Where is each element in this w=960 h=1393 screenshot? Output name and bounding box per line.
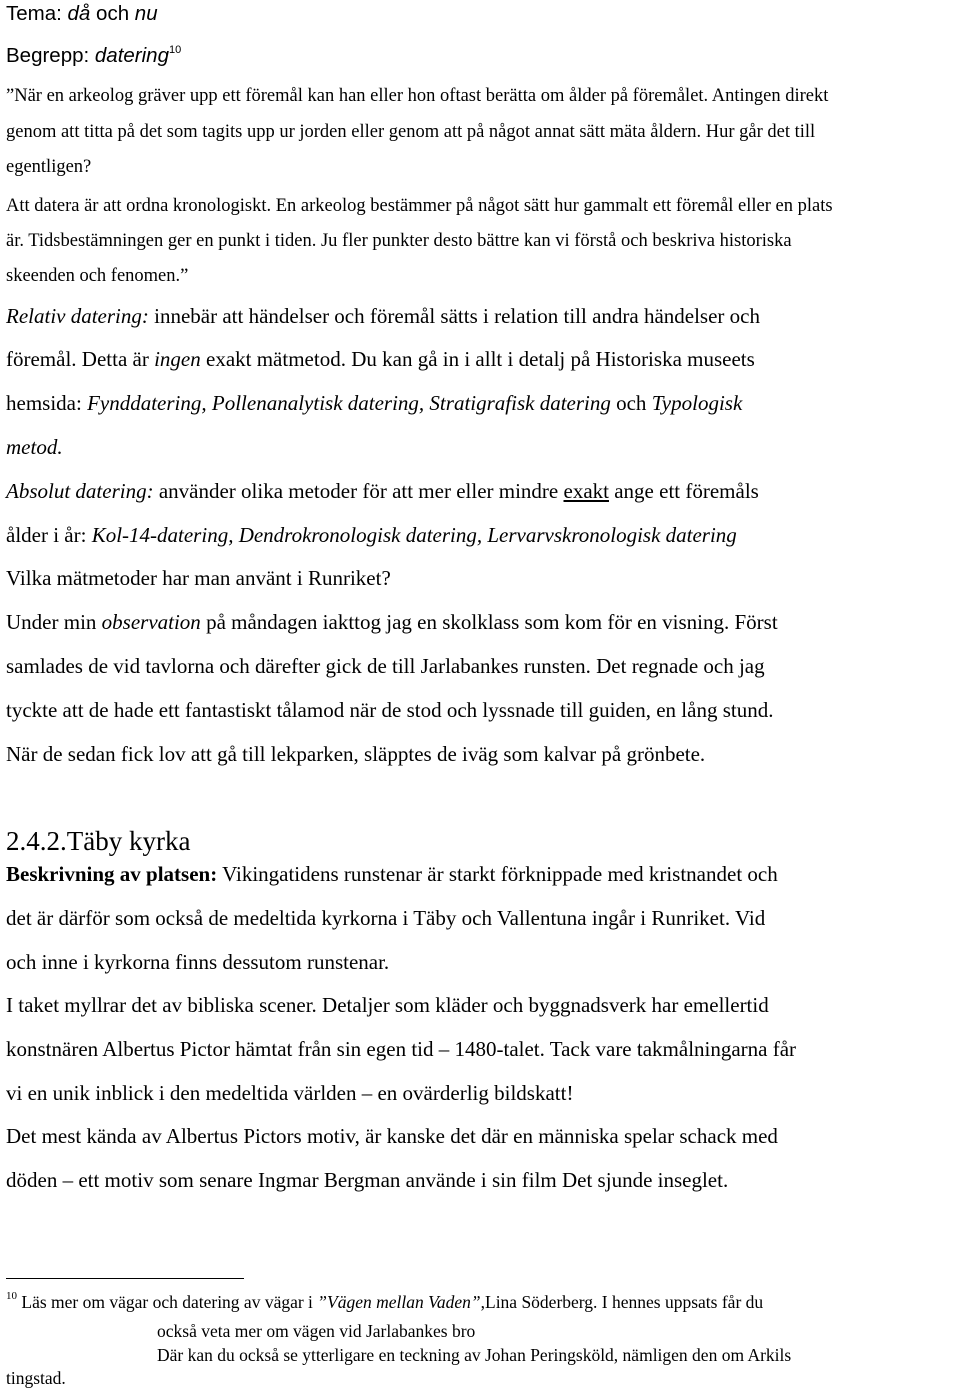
begrepp-label: Begrepp: — [6, 44, 95, 67]
section-p1-line-1 — [6, 862, 778, 887]
section-p2-line-1: I taket myllrar det av bibliska scener. Detaljer som kläder och byggnadsverk har emellertid — [6, 993, 769, 1017]
relativ-text: hemsida: — [6, 391, 88, 415]
footnote-rule — [6, 1278, 244, 1279]
footnote-line-1 — [6, 1292, 763, 1313]
absolut-text: ange ett föremåls — [608, 479, 759, 503]
tema-label: Tema: — [6, 2, 68, 25]
begrepp-line — [6, 44, 181, 68]
tema-och: och — [90, 2, 135, 25]
section-p1-line-2: det är därför som också de medeltida kyrkorna i Täby och Vallentuna ingår i Runriket. Vid — [6, 906, 766, 930]
footnote-number: 10 — [6, 1290, 17, 1302]
tema-value: då — [67, 2, 91, 25]
footnote-text: Läs mer om vägar och datering av vägar i — [17, 1292, 318, 1312]
absolut-exakt: exakt — [563, 479, 609, 503]
footnote-line-2: också veta mer om vägen vid Jarlabankes bro — [157, 1321, 476, 1341]
footnote-line-4: tingstad. — [6, 1368, 66, 1388]
relativ-metod: metod. — [6, 435, 63, 459]
observation-text: på måndagen iakttog jag en skolklass som kom för en visning. Först — [200, 610, 778, 634]
relativ-ingen: ingen — [154, 347, 201, 371]
footnote-line-3: Där kan du också se ytterligare en teckning av Johan Peringsköld, nämligen den om Arkils — [157, 1345, 792, 1365]
relativ-line-2 — [6, 347, 755, 372]
absolut-line-2 — [6, 523, 737, 548]
section-p3-line-2: döden – ett motiv som senare Ingmar Bergman använde i sin film Det sjunde inseglet. — [6, 1168, 729, 1192]
relativ-methods: Fynddatering, Pollenanalytisk datering, Stratigrafisk datering — [87, 391, 611, 415]
quote-line-3: egentligen? — [6, 157, 92, 177]
observation-line-2: samlades de vid tavlorna och därefter gick de till Jarlabankes runsten. Det regnade och jag — [6, 654, 765, 678]
footnote-text: ,Lina Söderberg. I hennes uppsats får du — [480, 1292, 764, 1312]
relativ-text: exakt mätmetod. Du kan gå in i allt i detalj på Historiska museets — [200, 347, 755, 371]
tema-value2: nu — [134, 2, 158, 25]
section-p2-line-3: vi en unik inblick i den medeltida världen – en ovärderlig bildskatt! — [6, 1081, 574, 1105]
observation-line-1 — [6, 610, 778, 635]
quote-line-5: är. Tidsbestämningen ger en punkt i tiden. Ju fler punkter desto bättre kan vi förstå och beskriva historiska — [6, 231, 792, 251]
quote-line-4: Att datera är att ordna kronologiskt. En arkeolog bestämmer på något sätt hur gammalt ett föremål eller en plats — [6, 196, 833, 216]
description-label: Beskrivning av platsen: — [6, 862, 218, 886]
absolut-methods: Kol-14-datering, Dendrokronologisk datering, Lervarvskronologisk datering — [91, 523, 737, 547]
absolut-term: Absolut datering: — [6, 479, 154, 503]
footnote-ref: 10 — [169, 44, 182, 56]
quote-line-1: ”När en arkeolog gräver upp ett föremål kan han eller hon oftast berätta om ålder på föremålet. Antingen direkt — [6, 86, 829, 106]
relativ-text: innebär att händelser och föremål sätts i relation till andra händelser och — [148, 304, 760, 328]
section-p1-line-3: och inne i kyrkorna finns dessutom runstenar. — [6, 950, 390, 974]
section-heading: 2.4.2.Täby kyrka — [6, 826, 191, 856]
observation-line-3: tyckte att de hade ett fantastiskt tålamod när de stod och lyssnade till guiden, en lång stund. — [6, 698, 774, 722]
relativ-line-4 — [6, 435, 63, 460]
observation-text: Under min — [6, 610, 102, 634]
tema-line — [6, 2, 158, 26]
observation-line-4: När de sedan fick lov att gå till lekparken, släpptes de iväg som kalvar på grönbete. — [6, 742, 706, 766]
question-line: Vilka mätmetoder har man använt i Runriket? — [6, 566, 391, 590]
absolut-text: använder olika metoder för att mer eller mindre — [153, 479, 564, 503]
begrepp-value: datering — [94, 44, 169, 67]
absolut-line-1 — [6, 479, 759, 504]
relativ-text: föremål. Detta är — [6, 347, 155, 371]
section-p2-line-2: konstnären Albertus Pictor hämtat från sin egen tid – 1480-talet. Tack vare takmålningarna får — [6, 1037, 797, 1061]
footnote-title: ”Vägen mellan Vaden” — [317, 1292, 481, 1312]
relativ-typologisk: Typologisk — [651, 391, 743, 415]
relativ-line-3 — [6, 391, 742, 416]
quote-line-2: genom att titta på det som tagits upp ur jorden eller genom att på något annat sätt mäta åldern. Hur går det till — [6, 122, 816, 142]
relativ-text: och — [610, 391, 652, 415]
relativ-term: Relativ datering: — [6, 304, 149, 328]
observation-term: observation — [101, 610, 201, 634]
absolut-text: ålder i år: — [6, 523, 92, 547]
quote-line-6: skeenden och fenomen.” — [6, 266, 189, 286]
relativ-line-1 — [6, 304, 760, 329]
section-p3-line-1: Det mest kända av Albertus Pictors motiv, är kanske det där en människa spelar schack med — [6, 1124, 778, 1148]
section-text: Vikingatidens runstenar är starkt förknippade med kristnandet och — [217, 862, 778, 886]
